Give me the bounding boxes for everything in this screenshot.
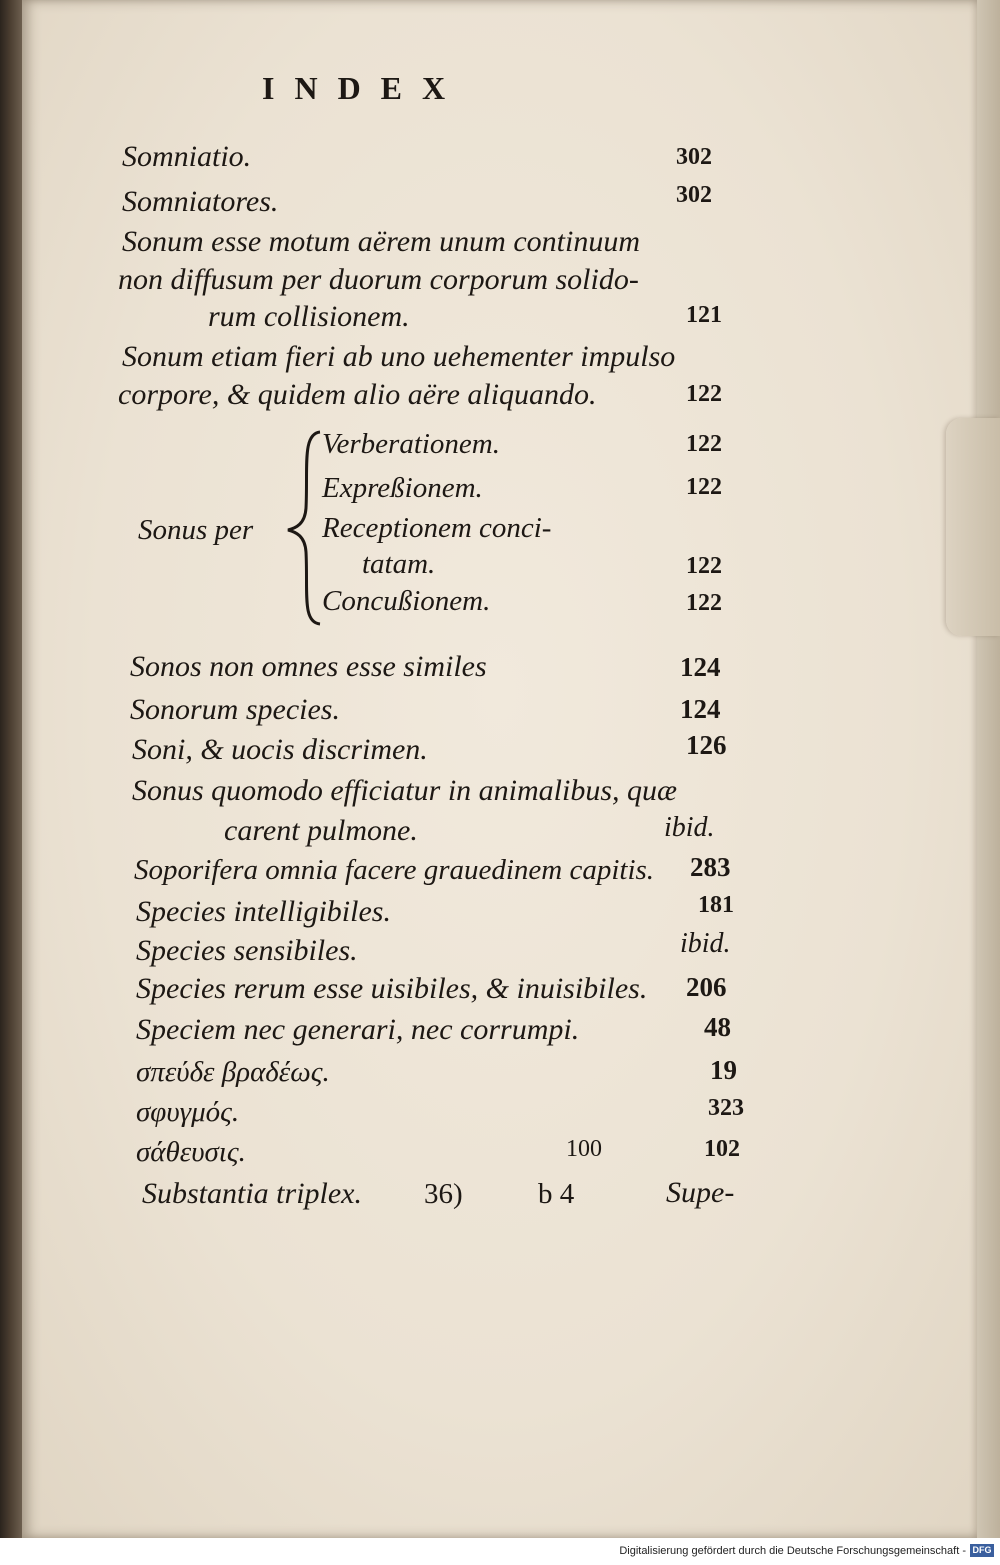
brace-item-text: tatam.: [362, 548, 436, 580]
brace-item-page: 122: [686, 431, 722, 457]
handwritten-note: 100: [566, 1136, 602, 1162]
page-header: INDEX: [262, 70, 466, 106]
index-entry-page: ibid.: [680, 928, 731, 959]
index-entry-text: Sonus quomodo efficiatur in animalibus, quæ: [132, 774, 678, 807]
index-entry-page: 124: [680, 694, 721, 724]
index-entry-page: 124: [680, 652, 721, 682]
index-entry-page: 302: [676, 182, 712, 208]
index-entry-text: corpore, & quidem alio aëre aliquando.: [118, 378, 597, 411]
brace-item-page: 122: [686, 553, 722, 579]
book-binding: [0, 0, 22, 1565]
index-entry-page: 19: [710, 1055, 737, 1085]
index-entry-text: Sonos non omnes esse similes: [130, 650, 487, 683]
brace-item-text: Concußionem.: [322, 585, 491, 617]
index-entry-text: Species sensibiles.: [136, 934, 358, 967]
index-entry-text: σάθευσις.: [136, 1136, 246, 1168]
index-entry-page: 122: [686, 381, 722, 407]
printed-note: 36): [424, 1178, 463, 1210]
index-entry-text: σφυγμός.: [136, 1096, 240, 1128]
index-entry-page: 206: [686, 972, 727, 1002]
index-entry-text: Somniatores.: [122, 185, 279, 218]
index-entry-text: rum collisionem.: [208, 300, 410, 333]
footer-credit: Digitalisierung gefördert durch die Deutsche Forschungsgemeinschaft -: [619, 1545, 966, 1557]
index-entry-text: Speciem nec generari, nec corrumpi.: [136, 1013, 580, 1046]
index-entry-page: 48: [704, 1012, 731, 1042]
brace-group-label: Sonus per: [138, 514, 254, 546]
dfg-logo: DFG: [970, 1544, 994, 1557]
index-entry-page: 126: [686, 730, 727, 760]
index-entry-text: non diffusum per duorum corporum solido-: [118, 263, 639, 296]
index-entry-text: Species rerum esse uisibiles, & inuisibiles.: [136, 972, 648, 1005]
index-entry-page: 181: [698, 892, 734, 918]
index-entry-text: Sonum etiam fieri ab uno uehementer impulso: [122, 340, 676, 373]
index-entry-text: σπεύδε βραδέως.: [136, 1056, 330, 1088]
index-entry-text: Soni, & uocis discrimen.: [132, 733, 428, 766]
index-entry-text: Sonorum species.: [130, 693, 340, 726]
index-entry-page: 302: [676, 144, 712, 170]
index-entry-text: Sonum esse motum aërem unum continuum: [122, 225, 640, 258]
index-entry-page: ibid.: [664, 812, 715, 843]
index-entry-text: Somniatio.: [122, 140, 252, 173]
index-entry-page: 121: [686, 302, 722, 328]
index-entry-text: carent pulmone.: [224, 814, 418, 847]
index-entry-page: 283: [690, 852, 731, 882]
index-entry-page: 323: [708, 1095, 744, 1121]
page-edge: [977, 0, 1000, 1538]
brace-item-text: Receptionem conci-: [322, 512, 552, 544]
index-entry-text: Species intelligibiles.: [136, 895, 391, 928]
page-clip-tab: [946, 418, 1000, 636]
signature-mark: b 4: [538, 1178, 575, 1210]
brace-item-text: Expreßionem.: [322, 472, 483, 504]
catchword: Supe-: [666, 1176, 735, 1209]
index-entry-text: Substantia triplex.: [142, 1177, 362, 1210]
index-entry-text: Soporifera omnia facere grauedinem capitis.: [134, 854, 655, 886]
brace-item-page: 122: [686, 474, 722, 500]
brace-item-text: Verberationem.: [322, 428, 500, 460]
brace-item-page: 122: [686, 590, 722, 616]
index-entry-page: 102: [704, 1136, 740, 1162]
